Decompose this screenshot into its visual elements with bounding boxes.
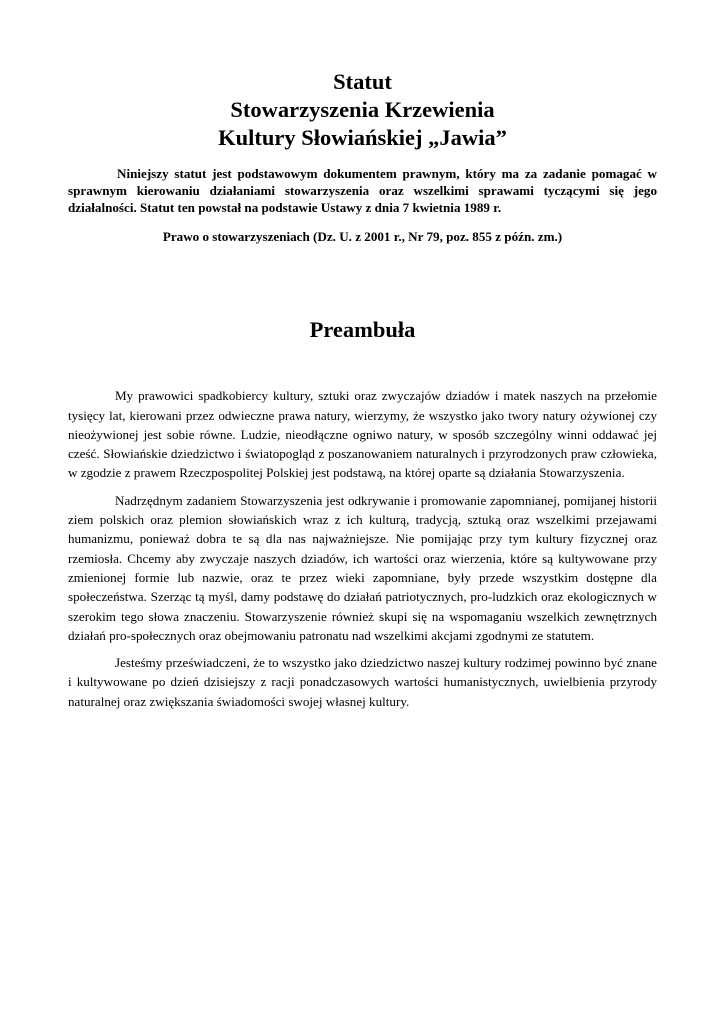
- section-title-preamble: Preambuła: [309, 317, 416, 343]
- preamble-paragraph-2: Nadrzędnym zadaniem Stowarzyszenia jest odkrywanie i promowanie zapomnianej, pomijanej historii ziem polskich oraz plemion słowiańskich wraz z ich kulturą, tradycją, sztuką oraz wszelkimi przejawami humanizmu, ponieważ dobra te są dla nas najważniejsze. Nie pomijając przy tym kultury fizycznej oraz rzemiosła. Chcemy aby zwyczaje naszych dziadów, ich wartości oraz wierzenia, które są kultywowane przy zmienionej formie lub nazwie, oraz te przez wieki zapomniane, były przede wszystkim dostępne dla społeczeństwa. Szerząc tą myśl, damy podstawę do działań patriotycznych, pro-ludzkich oraz ekologicznych w szerokim tego słowa znaczeniu. Stowarzyszenie również skupi się na wspomaganiu wszelkich zewnętrznych działań pro-społecznych oraz obejmowaniu patronatu nad wszelkimi akcjami zgodnymi ze statutem.: [68, 492, 657, 643]
- intro-reference: Prawo o stowarzyszeniach (Dz. U. z 2001 r., Nr 79, poz. 855 z późn. zm.): [162, 229, 563, 245]
- title-line-3: Kultury Słowiańskiej „Jawia”: [218, 125, 507, 150]
- document-page: [68, 68, 657, 719]
- title-line-1: Statut: [333, 69, 392, 94]
- intro-paragraph: Niniejszy statut jest podstawowym dokumentem prawnym, który ma za zadanie pomagać w sprawnym kierowaniu działaniami stowarzyszenia oraz wszelkimi sprawami tyczącymi się jego działalności. Statut ten powstał na podstawie Ustawy z dnia 7 kwietnia 1989 r.: [68, 166, 657, 215]
- document-title: [68, 68, 657, 152]
- preamble-paragraph-3: Jesteśmy przeświadczeni, że to wszystko jako dziedzictwo naszej kultury rodzimej powinno być znane i kultywowane po dzień dzisiejszy z racji ponadczasowych wartości humanistycznych, uwielbienia przyrody naturalnej oraz zwiększania świadomości swojej własnej kultury.: [68, 655, 657, 709]
- title-line-2: Stowarzyszenia Krzewienia: [230, 97, 495, 122]
- preamble-paragraph-1: My prawowici spadkobiercy kultury, sztuki oraz zwyczajów dziadów i matek naszych na przełomie tysięcy lat, kierowani przez odwieczne prawa natury, wierzymy, że wszystko jako twory natury ożywionej czy nieożywionej jest sobie równe. Ludzie, nieodłączne ogniwo natury, w sposób szczególny winni oddawać jej cześć. Słowiańskie dziedzictwo i światopogląd z poszanowaniem naturalnych i przyrodzonych praw człowieka, w zgodzie z prawem Rzeczpospolitej Polskiej jest podstawą, na której oparte są działania Stowarzyszenia.: [68, 388, 657, 481]
- preamble-body: [68, 386, 657, 711]
